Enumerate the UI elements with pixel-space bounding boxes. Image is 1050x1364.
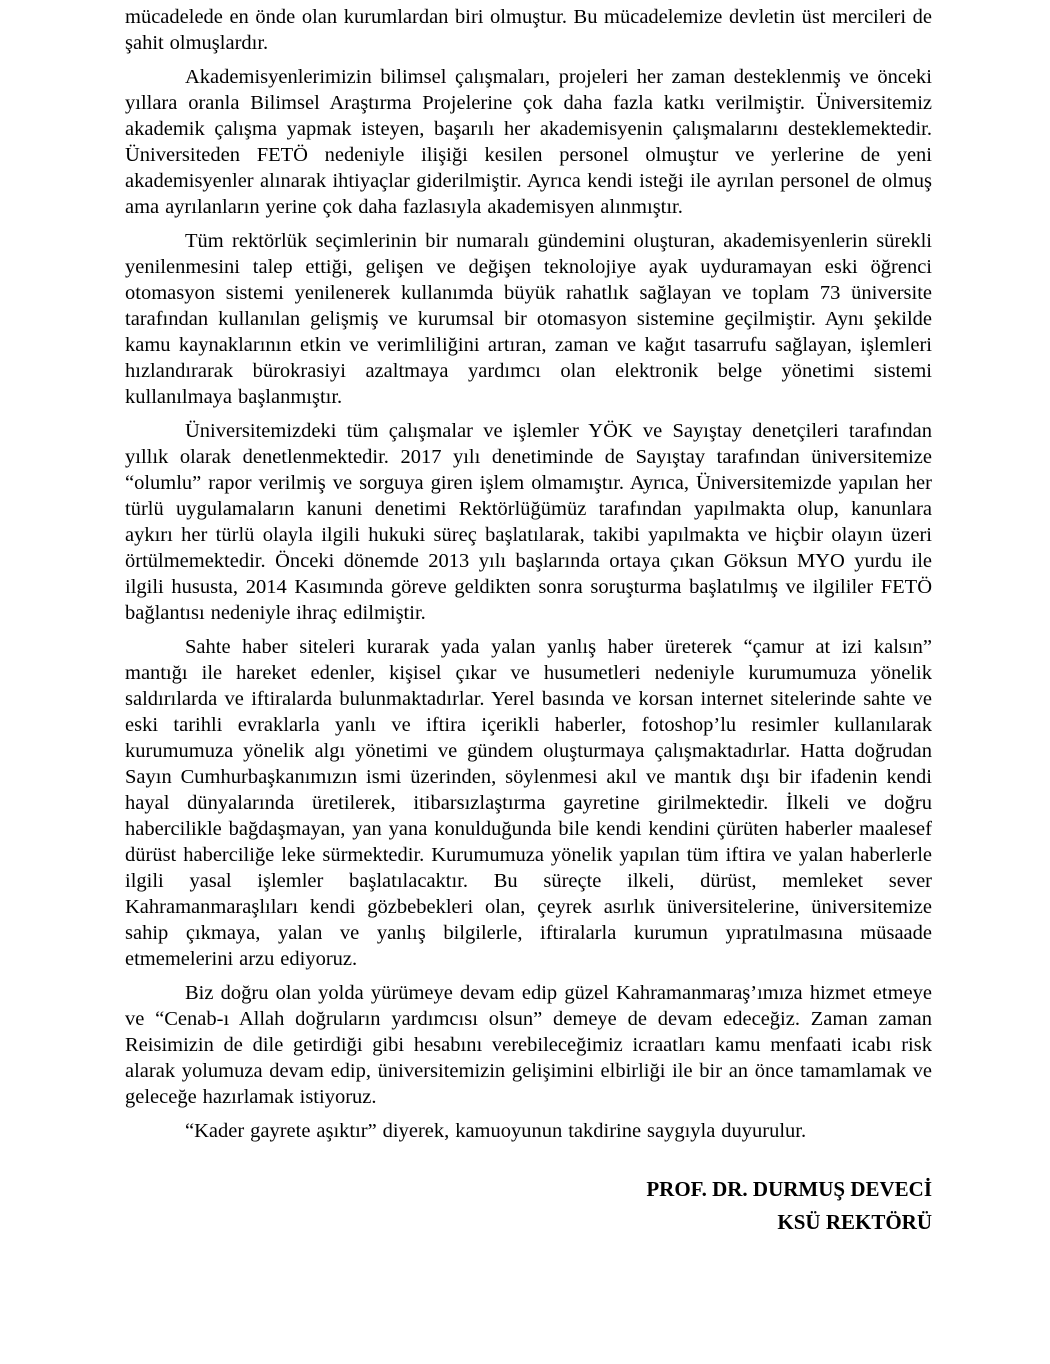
- paragraph-academics: Akademisyenlerimizin bilimsel çalışmaları, projeleri her zaman desteklenmiş ve önceki yıllara oranla Bilimsel Araştırma Projelerine çok daha fazla katkı verilmiştir. Üniversitemiz akademik çalışma yapmak isteyen, başarılı her akademisyenin çalışmalarını desteklemektedir. Üniversiteden FETÖ nedeniyle ilişiği kesilen personel olmuştur ve yerlerine de yeni akademisyenler alınarak ihtiyaçlar giderilmiştir. Ayrıca kendi isteği ile ayrılan personel de olmuş ama ayrılanların yerine çok daha fazlasıyla akademisyen alınmıştır.: [125, 66, 932, 218]
- paragraph-fake-news: Sahte haber siteleri kurarak yada yalan yanlış haber üreterek “çamur at izi kalsın” mantığı ile hareket edenler, kişisel çıkar ve husumetleri nedeniyle kurumumuza yönelik saldırılarda ve iftiralarda bulunmaktadırlar. Yerel basında ve korsan internet sitelerinde sahte ve eski tarihli evraklarla yanlı ve iftira içerikli haberler, fotoshop’lu resimler kullanılarak kurumumuza yönelik algı yönetimi ve gündem oluşturmaya çalışmaktadırlar. Hatta doğrudan Sayın Cumhurbaşkanımızın ismi üzerinden, söylenmesi akıl ve mantık dışı bir ifadenin kendi hayal dünyalarında üretilerek, itibarsızlaştırma gayretine girilmektedir. İlkeli ve doğru habercilikle bağdaşmayan, yan yana konulduğunda bile kendi kendini çürüten haberler maalesef dürüst haberciliğe leke sürmektedir. Kurumumuza yönelik yapılan tüm iftira ve yalan haberlerle ilgili yasal işlemler başlatılacaktır. Bu süreçte ilkeli, dürüst, memleket sever Kahramanmaraşlıları kendi gözbebekleri olan, çeyrek asırlık üniversitelerine, üniversitemize sahip çıkmaya, yalan ve yanlış bilgilerle, iftiralarla kurumun yıpratılmasına müsaade etmemelerini arzu ediyoruz.: [125, 636, 932, 970]
- paragraph-commitment: Biz doğru olan yolda yürümeye devam edip güzel Kahramanmaraş’ımıza hizmet etmeye ve “Cenab-ı Allah doğruların yardımcısı olsun” demeye de devam edeceğiz. Zaman zaman Reisimizin de dile getirdiği gibi hesabını verebileceğimiz icraatları kamu menfaati icabı risk alarak yolumuza devam edip, üniversitemizin gelişimini elbirliği ile bir an önce tamamlamak ve geleceğe hazırlamak istiyoruz.: [125, 982, 932, 1108]
- signatory-title: KSÜ REKTÖRÜ: [777, 1210, 932, 1234]
- paragraph-audits: Üniversitemizdeki tüm çalışmalar ve işlemler YÖK ve Sayıştay denetçileri tarafından yıllık olarak denetlenmektedir. 2017 yılı denetiminde de Sayıştay tarafından üniversitemize “olumlu” rapor verilmiş ve sorguya giren işlem olmamıştır. Ayrıca, Üniversitemizde yapılan her türlü uygulamaların kanuni denetimi Rektörlüğümüz tarafından yapılmakta olup, kanunlara aykırı her türlü olayla ilgili hukuki süreç başlatılarak, takibi yapılmakta ve hiçbir olayın üzeri örtülmemektedir. Önceki dönemde 2013 yılı başlarında ortaya çıkan Göksun MYO yurdu ile ilgili hususta, 2014 Kasımında göreve geldikten sonra soruşturma başlatılmış ve ilgililer FETÖ bağlantısı nedeniyle ihraç edilmiştir.: [125, 420, 932, 624]
- signatory-name: PROF. DR. DURMUŞ DEVECİ: [646, 1177, 932, 1201]
- paragraph-closing: “Kader gayrete aşıktır” diyerek, kamuoyunun takdirine saygıyla duyurulur.: [185, 1120, 807, 1142]
- signature-block: [125, 1176, 932, 1235]
- paragraph-continuation: mücadelede en önde olan kurumlardan biri olmuştur. Bu mücadelemize devletin üst mercileri de şahit olmuşlardır.: [125, 6, 932, 54]
- paragraph-automation-system: Tüm rektörlük seçimlerinin bir numaralı gündemini oluşturan, akademisyenlerin sürekli yenilenmesini talep ettiği, gelişen ve değişen teknolojiye ayak uyduramayan eski öğrenci otomasyon sistemi yenilenerek kullanımda büyük rahatlık sağlayan ve toplam 73 üniversite tarafından kullanılan gelişmiş ve kurumsal bir otomasyon sistemine geçilmiştir. Aynı şekilde kamu kaynaklarının etkin ve verimliliğini artıran, zaman ve kağıt tasarrufu sağlayan, işlemleri hızlandırarak bürokrasiyi azaltmaya yardımcı olan elektronik belge yönetimi sistemi kullanılmaya başlanmıştır.: [125, 230, 932, 408]
